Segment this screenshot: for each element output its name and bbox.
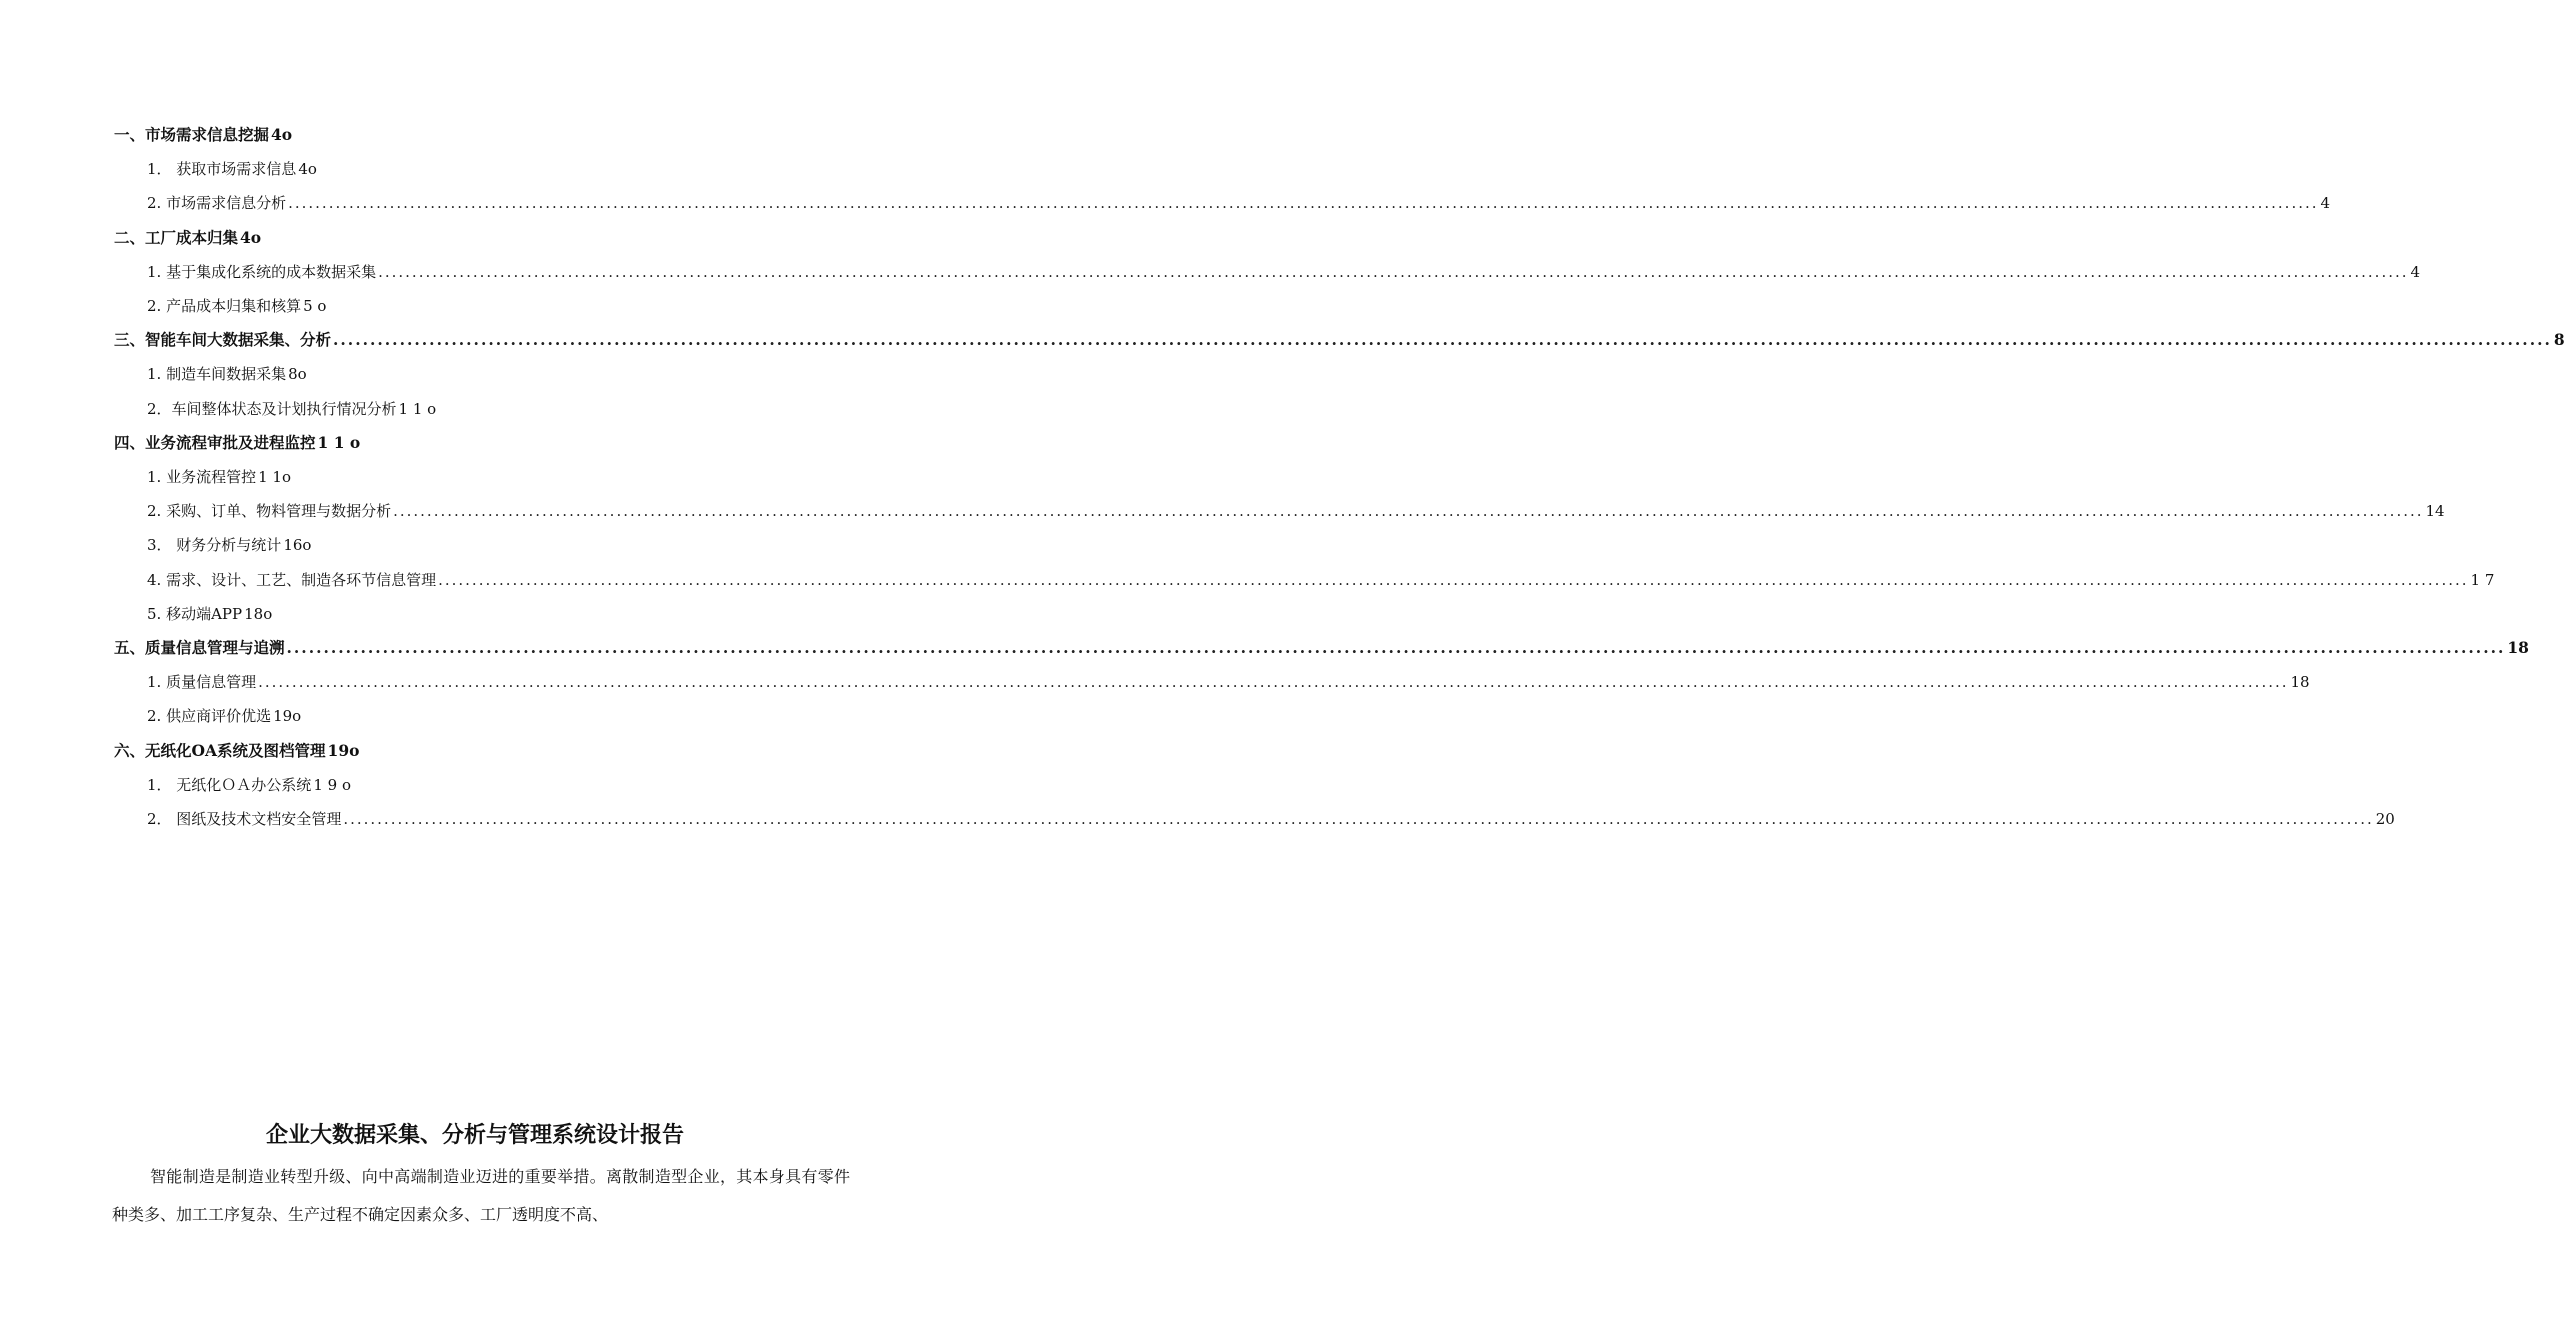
toc-entry-label: 五、质量信息管理与追溯 <box>114 638 285 657</box>
toc-page-number: 4o <box>271 125 293 144</box>
toc-dot-leader: ............................................................................................................................................................................................................................................................................................................ <box>438 571 2469 589</box>
toc-subsection-entry[interactable] <box>147 568 2495 592</box>
toc-entry-label: 2. 市场需求信息分析 <box>147 194 287 212</box>
toc-subsection-entry[interactable] <box>147 773 351 797</box>
toc-subsection-entry[interactable] <box>147 602 272 626</box>
toc-page-number: 1 9 o <box>313 776 351 794</box>
toc-entry-label: 3． 财务分析与统计 <box>147 536 282 554</box>
toc-page-number: 4o <box>240 228 262 247</box>
toc-section-entry[interactable] <box>114 226 261 250</box>
toc-page-number: 4 <box>2410 263 2421 281</box>
toc-entry-label: 5. 移动端APP <box>147 605 243 623</box>
toc-entry-label: 1. 业务流程管控 <box>147 468 257 486</box>
body-paragraph: 智能制造是制造业转型升级、向中高端制造业迈进的重要举措。离散制造型企业，其本身具有零件种类多、加工工序复杂、生产过程不确定因素众多、工厂透明度不高、 <box>112 1167 850 1224</box>
toc-subsection-entry[interactable] <box>147 704 301 728</box>
toc-entry-label: 1． 无纸化ＯＡ办公系统 <box>147 776 312 794</box>
toc-page-number: 4 <box>2320 194 2331 212</box>
toc-entry-label: 1． 获取市场需求信息 <box>147 160 297 178</box>
toc-entry-label: 1. 质量信息管理 <box>147 673 257 691</box>
toc-entry-label: 六、无纸化OA系统及图档管理 <box>114 741 326 760</box>
toc-entry-label: 2. 供应商评价优选 <box>147 707 272 725</box>
toc-page-number: 14 <box>2425 502 2445 520</box>
toc-dot-leader: ............................................................................................................................................................................................................................................................................................................ <box>378 263 2409 281</box>
toc-entry-label: 一、市场需求信息挖掘 <box>114 125 270 144</box>
toc-entry-label: 三、智能车间大数据采集、分析 <box>114 330 332 349</box>
toc-subsection-entry[interactable] <box>147 294 326 318</box>
toc-subsection-entry[interactable] <box>147 157 317 181</box>
toc-page-number: 1 7 <box>2470 571 2495 589</box>
toc-page-number: 16o <box>283 536 312 554</box>
toc-subsection-entry[interactable] <box>147 499 2445 523</box>
toc-section-entry[interactable] <box>114 328 2565 352</box>
toc-page-number: 20 <box>2375 810 2395 828</box>
toc-page-number: 18 <box>2290 673 2310 691</box>
toc-page-number: 19o <box>327 741 360 760</box>
toc-subsection-entry[interactable] <box>147 362 307 386</box>
toc-page-number: 18o <box>244 605 273 623</box>
toc-page-number: 5 o <box>303 297 327 315</box>
toc-subsection-entry[interactable] <box>147 191 2331 215</box>
toc-subsection-entry[interactable] <box>147 397 436 421</box>
toc-page-number: 19o <box>273 707 302 725</box>
toc-page-number: 18 <box>2507 638 2529 657</box>
toc-page-number: 8 <box>2553 330 2565 349</box>
toc-entry-label: 4. 需求、设计、工艺、制造各环节信息管理 <box>147 571 437 589</box>
toc-entry-label: 二、工厂成本归集 <box>114 228 239 247</box>
toc-section-entry[interactable] <box>114 431 360 455</box>
toc-subsection-entry[interactable] <box>147 533 311 557</box>
toc-subsection-entry[interactable] <box>147 260 2421 284</box>
toc-page-number: 8o <box>288 365 307 383</box>
document-title: 企业大数据采集、分析与管理系统设计报告 <box>265 1122 684 1148</box>
toc-subsection-entry[interactable] <box>147 807 2395 831</box>
toc-dot-leader: ............................................................................................................................................................................................................................................................................................................ <box>288 194 2319 212</box>
toc-entry-label: 2．车间整体状态及计划执行情况分析 <box>147 400 397 418</box>
toc-page-number: 1 1o <box>258 468 291 486</box>
toc-dot-leader: ............................................................................................................................................................................................................................................................................................................ <box>286 638 2506 657</box>
toc-subsection-entry[interactable] <box>147 670 2310 694</box>
toc-dot-leader: ............................................................................................................................................................................................................................................................................................................ <box>393 502 2424 520</box>
toc-subsection-entry[interactable] <box>147 465 291 489</box>
toc-section-entry[interactable] <box>114 739 359 763</box>
toc-section-entry[interactable] <box>114 636 2529 660</box>
toc-dot-leader: ............................................................................................................................................................................................................................................................................................................ <box>258 673 2289 691</box>
toc-entry-label: 2. 采购、订单、物料管理与数据分析 <box>147 502 392 520</box>
toc-section-entry[interactable] <box>114 123 292 147</box>
toc-dot-leader: ............................................................................................................................................................................................................................................................................................................ <box>343 810 2374 828</box>
toc-page-number: 1 1 o <box>398 400 437 418</box>
toc-page-number: 4o <box>298 160 317 178</box>
toc-dot-leader: ............................................................................................................................................................................................................................................................................................................ <box>333 330 2552 349</box>
toc-entry-label: 1. 制造车间数据采集 <box>147 365 287 383</box>
toc-entry-label: 2． 图纸及技术文档安全管理 <box>147 810 342 828</box>
toc-entry-label: 1. 基于集成化系统的成本数据采集 <box>147 263 377 281</box>
toc-entry-label: 四、业务流程审批及进程监控 <box>114 433 316 452</box>
toc-entry-label: 2. 产品成本归集和核算 <box>147 297 302 315</box>
toc-page-number: 1 1 o <box>317 433 361 452</box>
